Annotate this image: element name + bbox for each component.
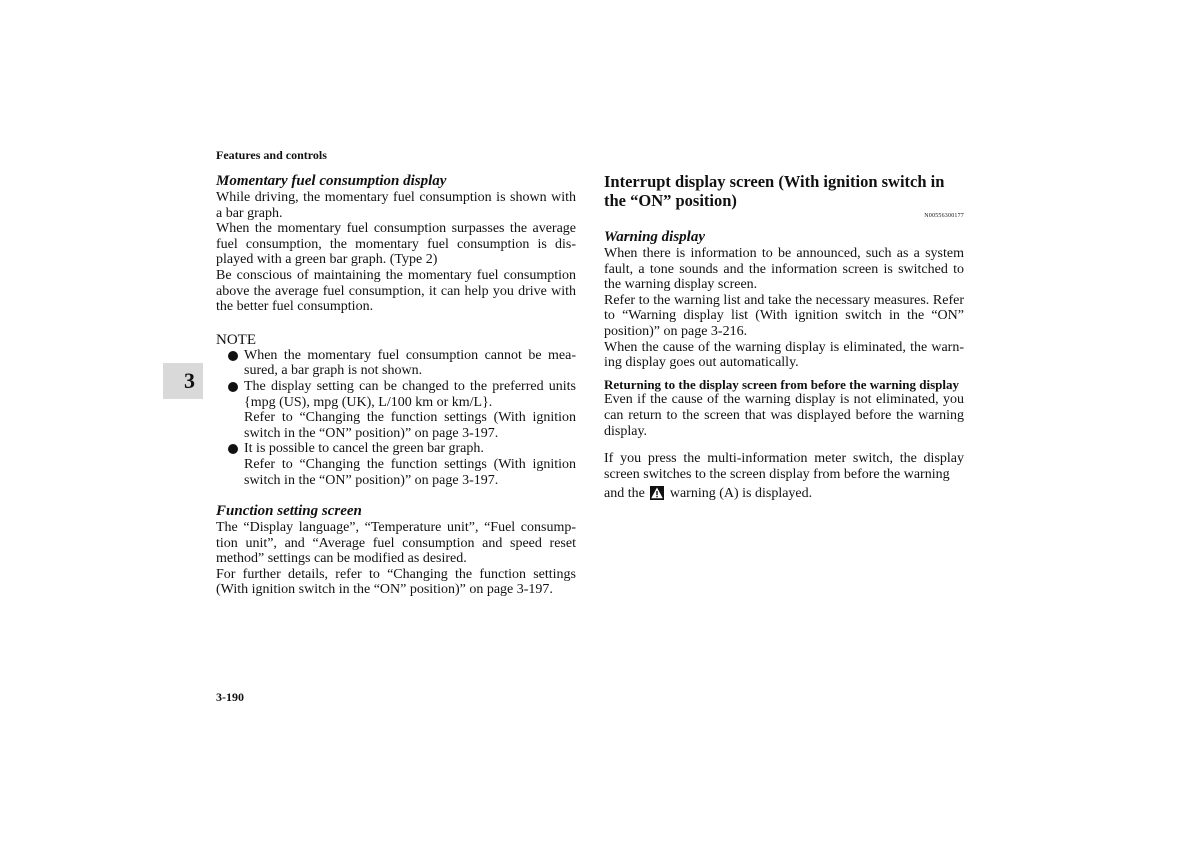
warning-paragraph-3: When the cause of the warning display is eliminated, the warn-ing display goes out automatically. — [604, 339, 964, 371]
returning-paragraph-1: Even if the cause of the warning display is not eliminated, you can return to the screen that was displayed before the warning display. — [604, 392, 964, 439]
chapter-number: 3 — [184, 368, 195, 393]
note-item — [216, 348, 576, 379]
right-column — [604, 172, 964, 502]
function-heading: Function setting screen — [216, 503, 362, 520]
reference-code: N00556300177 — [924, 213, 964, 219]
note-item-subtext: Refer to “Changing the function settings (With ignition switch in the “ON” position)” on page 3-197. — [244, 410, 576, 441]
function-paragraph-1: The “Display language”, “Temperature unit”, “Fuel consump-tion unit”, and “Average fuel consumption and speed reset method” settings can be modified as desired. — [216, 520, 576, 567]
page-number: 3-190 — [216, 690, 244, 704]
interrupt-heading: Interrupt display screen (With ignition switch in the “ON” position) — [604, 172, 945, 210]
momentary-paragraph-2: When the momentary fuel consumption surpasses the average fuel consumption, the momentary fuel consumption is dis-played with a green bar graph. (Type 2) — [216, 221, 576, 268]
chapter-tab — [163, 363, 203, 399]
bullet-icon — [228, 351, 238, 361]
note-item-subtext: Refer to “Changing the function settings (With ignition switch in the “ON” position)” on page 3-197. — [244, 456, 576, 488]
returning-text-after-icon: warning (A) is displayed. — [669, 486, 813, 502]
section-header: Features and controls — [216, 148, 327, 162]
note-label: NOTE — [216, 331, 256, 348]
left-column — [216, 172, 576, 598]
note-item-text: It is possible to cancel the green bar graph. — [244, 441, 484, 457]
bullet-icon — [228, 382, 238, 392]
warning-paragraph-1: When there is information to be announced, such as a system fault, a tone sounds and the information screen is switched to the warning display screen. — [604, 246, 964, 293]
warning-paragraph-2: Refer to the warning list and take the necessary measures. Refer to “Warning display list (With ignition switch in the “ON” position)” on page 3-216. — [604, 292, 964, 339]
returning-paragraph-2: If you press the multi-information meter switch, the display screen switches to the screen display from before the warning — [604, 451, 964, 482]
bullet-icon — [228, 444, 238, 454]
returning-text-before-icon: and the — [604, 486, 645, 502]
function-paragraph-2: For further details, refer to “Changing the function settings (With ignition switch in the “ON” position)” on page 3-197. — [216, 566, 576, 598]
momentary-paragraph-3: Be conscious of maintaining the momentary fuel consumption above the average fuel consumption, it can help you drive with the better fuel consumption. — [216, 267, 576, 315]
note-list — [216, 348, 576, 488]
note-item-text: When the momentary fuel consumption cannot be mea-sured, a bar graph is not shown. — [244, 347, 576, 379]
warning-heading: Warning display — [604, 229, 705, 245]
warning-triangle-icon — [650, 486, 664, 500]
returning-paragraph-3 — [604, 486, 964, 502]
note-item-text: The display setting can be changed to the preferred units {mpg (US), mpg (UK), L/100 km or km/L}. — [244, 378, 576, 410]
momentary-heading: Momentary fuel consumption display — [216, 173, 447, 189]
momentary-paragraph-1: While driving, the momentary fuel consumption is shown with a bar graph. — [216, 190, 576, 221]
returning-heading: Returning to the display screen from before the warning display — [604, 376, 959, 392]
note-item — [216, 379, 576, 441]
note-item — [216, 441, 576, 488]
